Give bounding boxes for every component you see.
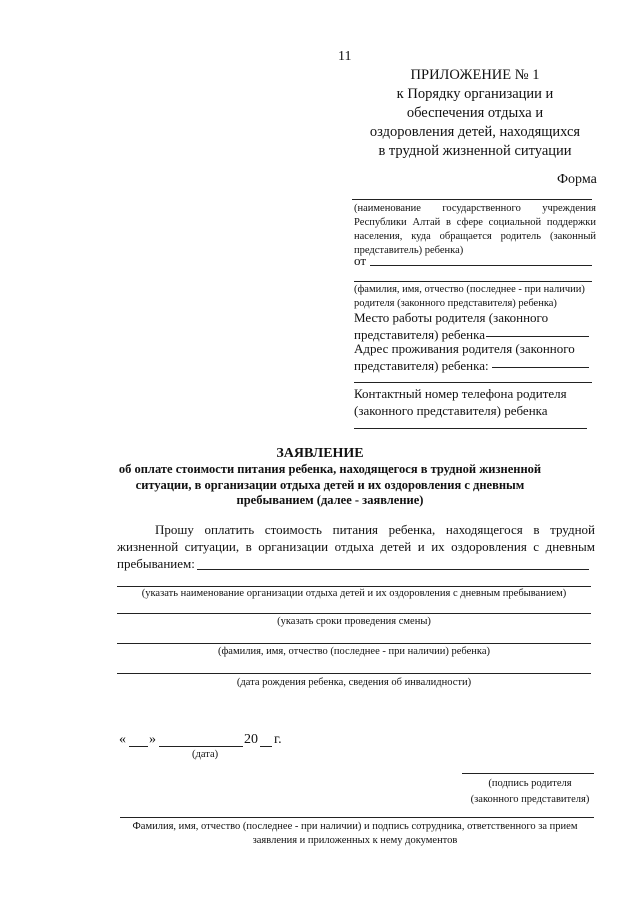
from-label: от xyxy=(354,253,367,268)
page-number: 11 xyxy=(338,49,352,64)
date-close-quote: » xyxy=(149,732,156,747)
date-open-quote: « xyxy=(119,732,126,747)
staff-signature-line[interactable] xyxy=(120,817,594,818)
staff-signature-note: Фамилия, имя, отчество (последнее - при наличии) и подпись сотрудника, ответственного за прием заявления и приложенных к нему документов xyxy=(132,821,578,846)
organization-note: (указать наименование организации отдыха детей и их оздоровления с дневным пребыванием) xyxy=(141,588,567,599)
appendix-line-2: обеспечения отдыха и xyxy=(406,105,544,121)
from-line-2[interactable] xyxy=(354,281,592,282)
address-line[interactable] xyxy=(492,367,589,368)
appendix-line-3: оздоровления детей, находящихся xyxy=(369,124,581,140)
date-year-line[interactable] xyxy=(260,746,272,747)
birth-date-note: (дата рождения ребенка, сведения об инвалидности) xyxy=(236,677,472,688)
signature-line[interactable] xyxy=(462,773,594,774)
form-label: Форма xyxy=(557,172,597,187)
date-day-line[interactable] xyxy=(129,746,148,747)
work-place-line[interactable] xyxy=(486,336,589,337)
phone-line[interactable] xyxy=(354,428,587,429)
statement-subtitle: об оплате стоимости питания ребенка, находящегося в трудной жизненной ситуации, в организации отдыха детей и их оздоровления с дневным пребыванием (далее - заявление) xyxy=(118,462,542,507)
statement-body: Прошу оплатить стоимость питания ребенка, находящегося в трудной жизненной ситуации, в организации отдыха детей и их оздоровления с дневным пребыванием: xyxy=(117,522,595,571)
appendix-block xyxy=(345,66,605,161)
child-name-line[interactable] xyxy=(117,643,591,644)
work-place-block: Место работы родителя (законного представителя) ребенка xyxy=(354,310,549,342)
parent-name-note: (фамилия, имя, отчество (последнее - при наличии) родителя (законного представителя) ребенка) xyxy=(354,284,585,309)
appendix-line-1: к Порядку организации и xyxy=(396,86,554,102)
shift-dates-note: (указать сроки проведения смены) xyxy=(277,616,431,627)
date-year-suffix: г. xyxy=(274,732,282,747)
statement-title: ЗАЯВЛЕНИЕ xyxy=(276,446,364,461)
birth-date-line[interactable] xyxy=(117,673,591,674)
address-line-2[interactable] xyxy=(354,382,592,383)
phone-block: Контактный номер телефона родителя (законного представителя) ребенка xyxy=(354,386,567,418)
recipient-institution-note: (наименование государственного учреждения Республики Алтай в сфере социальной поддержки населения, куда обращается родитель (законный представитель) ребенка) xyxy=(354,203,596,256)
date-month-line[interactable] xyxy=(159,746,243,747)
shift-dates-line[interactable] xyxy=(117,613,591,614)
signature-note: (подпись родителя (законного представителя) xyxy=(470,778,590,805)
organization-line[interactable] xyxy=(197,569,589,570)
date-label: (дата) xyxy=(192,749,219,760)
child-name-note: (фамилия, имя, отчество (последнее - при наличии) ребенка) xyxy=(218,646,490,657)
appendix-line-4: в трудной жизненной ситуации xyxy=(378,143,572,159)
appendix-title: ПРИЛОЖЕНИЕ № 1 xyxy=(410,67,540,83)
recipient-institution-line[interactable] xyxy=(352,199,592,200)
address-block: Адрес проживания родителя (законного представителя) ребенка: xyxy=(354,341,575,373)
from-line[interactable] xyxy=(370,265,592,266)
date-year-prefix: 20 xyxy=(244,732,258,747)
